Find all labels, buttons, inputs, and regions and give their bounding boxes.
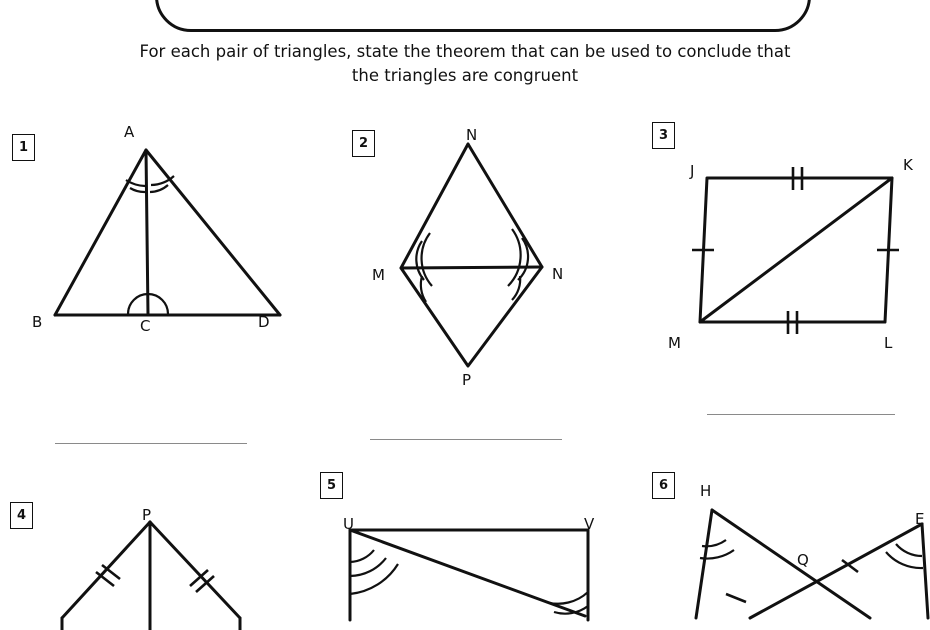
figure-problem-3 bbox=[680, 160, 910, 340]
vertex-label-1-a: A bbox=[124, 123, 135, 141]
vertex-label-4-p: P bbox=[142, 506, 152, 524]
problem-number-4: 4 bbox=[10, 502, 33, 529]
figure-problem-5 bbox=[340, 520, 600, 620]
vertex-label-1-d: D bbox=[258, 313, 270, 331]
vertex-label-6-q: Q bbox=[797, 551, 809, 569]
vertex-label-3-j: J bbox=[690, 162, 695, 180]
figure-problem-4 bbox=[40, 510, 300, 630]
vertex-label-1-c: C bbox=[140, 317, 151, 335]
figure-problem-6 bbox=[690, 500, 930, 620]
vertex-label-2-n-top: N bbox=[466, 126, 478, 144]
instructions bbox=[60, 40, 870, 88]
answer-line-1[interactable] bbox=[55, 443, 247, 444]
triangle-diagram-2 bbox=[360, 128, 590, 388]
figure-problem-1 bbox=[40, 140, 310, 340]
vertex-label-1-b: B bbox=[32, 313, 43, 331]
answer-line-3[interactable] bbox=[707, 414, 895, 415]
problem-number-2: 2 bbox=[352, 130, 375, 157]
triangle-diagram-6 bbox=[690, 500, 930, 620]
triangle-diagram-5 bbox=[340, 520, 600, 620]
figure-problem-2 bbox=[360, 128, 590, 388]
triangle-diagram-1 bbox=[40, 140, 310, 340]
worksheet-title-box bbox=[155, 0, 811, 32]
vertex-label-2-n-right: N bbox=[552, 265, 564, 283]
instructions-line-2: the triangles are congruent bbox=[351, 65, 579, 85]
vertex-label-2-m: M bbox=[372, 266, 385, 284]
triangle-diagram-4 bbox=[40, 510, 300, 630]
vertex-label-6-h: H bbox=[700, 482, 712, 500]
vertex-label-6-e: E bbox=[915, 510, 925, 528]
problem-number-3: 3 bbox=[652, 122, 675, 149]
vertex-label-3-k: K bbox=[903, 156, 913, 174]
problem-number-5: 5 bbox=[320, 472, 343, 499]
vertex-label-3-m: M bbox=[668, 334, 681, 352]
instructions-line-1: For each pair of triangles, state the theorem that can be used to conclude that bbox=[139, 42, 791, 61]
vertex-label-2-p: P bbox=[462, 371, 472, 389]
problem-number-6: 6 bbox=[652, 472, 675, 499]
vertex-label-5-u: U bbox=[343, 515, 354, 533]
triangle-diagram-3 bbox=[680, 160, 910, 340]
vertex-label-3-l: L bbox=[884, 334, 893, 352]
vertex-label-5-v: V bbox=[584, 515, 595, 533]
answer-line-2[interactable] bbox=[370, 439, 562, 440]
problem-number-1: 1 bbox=[12, 134, 35, 161]
